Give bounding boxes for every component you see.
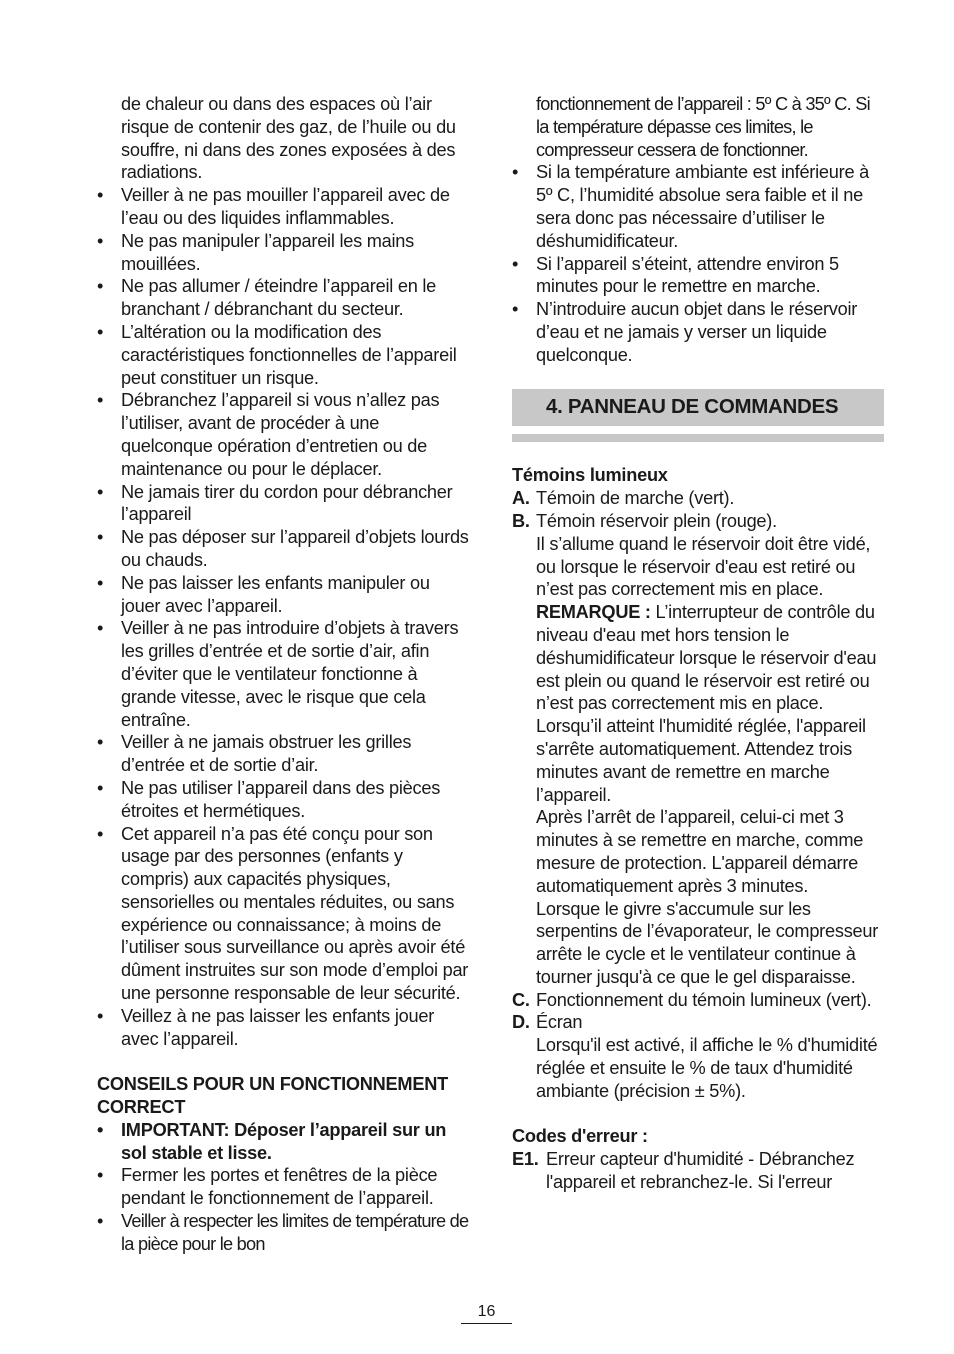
indicator-paragraph: Il s’allume quand le réservoir doit être vidé, ou lorsque le réservoir d'eau est retiré ou n’est pas correctement mis en place. xyxy=(536,533,871,600)
indicator-text: Écran xyxy=(536,1012,583,1033)
list-item: • Débranchez l’appareil si vous n’allez pas l’utiliser, avant de procéder à une quelconque opération d’entretien ou de maintenance ou pour le déplacer. xyxy=(97,389,469,480)
section-heading-bar xyxy=(512,389,884,426)
error-code-label: E1. xyxy=(512,1149,539,1170)
list-item: • Ne pas utiliser l’appareil dans des pièces étroites et hermétiques. xyxy=(97,777,469,823)
indicator-a xyxy=(512,487,884,510)
usage-bullet-list xyxy=(512,161,884,366)
list-item: • L’altération ou la modification des caractéristiques fonctionnelles de l’appareil peut constituer un risque. xyxy=(97,321,469,389)
left-column xyxy=(97,93,469,1256)
section-divider xyxy=(512,434,884,442)
list-item: • Veiller à ne pas mouiller l’appareil avec de l’eau ou des liquides inflammables. xyxy=(97,184,469,230)
section-title: 4. PANNEAU DE COMMANDES xyxy=(546,394,839,418)
error-code-e1 xyxy=(512,1148,884,1194)
right-column xyxy=(512,93,884,1194)
list-item: • Ne pas laisser les enfants manipuler ou jouer avec l’appareil. xyxy=(97,572,469,618)
remark-text: L’interrupteur de contrôle du niveau d'eau met hors tension le déshumidificateur lorsque le réservoir d'eau est plein ou quand le réservoir est retiré ou n’est pas correctement mis en place. xyxy=(536,602,877,714)
indicator-c xyxy=(512,989,884,1012)
list-item: • Si l’appareil s’éteint, attendre environ 5 minutes pour le remettre en marche. xyxy=(512,253,884,299)
indicator-d xyxy=(512,1011,884,1102)
list-item: • Veillez à ne pas laisser les enfants jouer avec l’appareil. xyxy=(97,1005,469,1051)
indicator-letter: A. xyxy=(512,488,530,509)
list-item: • Ne pas manipuler l’appareil les mains mouillées. xyxy=(97,230,469,276)
list-item: • Fermer les portes et fenêtres de la pièce pendant le fonctionnement de l’appareil. xyxy=(97,1164,469,1210)
remark-label: REMARQUE : xyxy=(536,602,651,623)
list-item: • Ne jamais tirer du cordon pour débrancher l’appareil xyxy=(97,481,469,527)
remark-paragraph xyxy=(536,601,884,715)
continued-paragraph: fonctionnement de l’appareil : 5º C à 35º C. Si la température dépasse ces limites, le compresseur cessera de fonctionner. xyxy=(536,94,870,160)
list-item: • Veiller à ne pas introduire d’objets à travers les grilles d’entrée et de sortie d’air, afin d’éviter que le ventilateur fonctionne à grande vitesse, avec le risque que cela entraîne. xyxy=(97,617,469,731)
indicator-letter: C. xyxy=(512,989,530,1010)
indicator-letter: D. xyxy=(512,1012,530,1033)
indicator-paragraph: Lorsqu’il atteint l'humidité réglée, l'appareil s'arrête automatiquement. Attendez trois minutes avant de remettre en marche l’appareil. xyxy=(536,716,866,805)
conseils-bullet-list xyxy=(97,1119,469,1256)
indicator-b xyxy=(512,510,884,989)
list-item: • Cet appareil n’a pas été conçu pour son usage par des personnes (enfants y compris) aux capacités physiques, sensorielles ou mentales réduites, ou sans expérience ou connaissance; à moins de l’utiliser sous surveillance ou après avoir été dûment instruites sur son mode d’emploi par une personne responsable de leur sécurité. xyxy=(97,823,469,1005)
list-item: • Si la température ambiante est inférieure à 5º C, l’humidité absolue sera faible et il ne sera donc pas nécessaire d’utiliser le déshumidificateur. xyxy=(512,161,884,252)
indicator-paragraph: Après l’arrêt de l’appareil, celui-ci met 3 minutes à se remettre en marche, comme mesure de protection. L'appareil démarre automatiquement après 3 minutes. xyxy=(536,807,864,896)
list-item: • Veiller à respecter les limites de température de la pièce pour le bon xyxy=(97,1210,469,1256)
indicator-paragraph: Lorsqu'il est activé, il affiche le % d'humidité réglée et ensuite le % de taux d'humidité ambiante (précision ± 5%). xyxy=(536,1035,878,1101)
page-number: 16 xyxy=(461,1302,512,1324)
indicator-text: Témoin de marche (vert). xyxy=(536,488,735,509)
indicator-text: Fonctionnement du témoin lumineux (vert). xyxy=(536,989,872,1010)
indicator-letter: B. xyxy=(512,510,530,531)
temoins-heading: Témoins lumineux xyxy=(512,465,668,486)
indicator-text: Témoin réservoir plein (rouge). xyxy=(536,510,777,531)
indicator-paragraph: Lorsque le givre s'accumule sur les serpentins de l’évaporateur, le compresseur arrête le cycle et le ventilateur continue à tourner jusqu'à ce que le gel disparaisse. xyxy=(536,898,879,987)
conseils-heading: CONSEILS POUR UN FONCTIONNEMENT CORRECT xyxy=(97,1074,448,1118)
list-item: • Veiller à ne jamais obstruer les grilles d’entrée et de sortie d’air. xyxy=(97,731,469,777)
safety-bullet-list xyxy=(97,184,469,1050)
list-item: • N’introduire aucun objet dans le réservoir d’eau et ne jamais y verser un liquide quelconque. xyxy=(512,298,884,366)
error-code-text: Erreur capteur d'humidité - Débranchez l'appareil et rebranchez-le. Si l'erreur xyxy=(546,1149,855,1193)
list-item: • Ne pas déposer sur l’appareil d’objets lourds ou chauds. xyxy=(97,526,469,572)
error-codes-heading: Codes d'erreur : xyxy=(512,1126,648,1147)
list-item: • Ne pas allumer / éteindre l’appareil en le branchant / débranchant du secteur. xyxy=(97,275,469,321)
list-item: • IMPORTANT: Déposer l’appareil sur un sol stable et lisse. xyxy=(97,1119,469,1165)
continued-paragraph: de chaleur ou dans des espaces où l’air risque de contenir des gaz, de l’huile ou du souffre, ni dans des zones exposées à des radiations. xyxy=(121,94,456,183)
